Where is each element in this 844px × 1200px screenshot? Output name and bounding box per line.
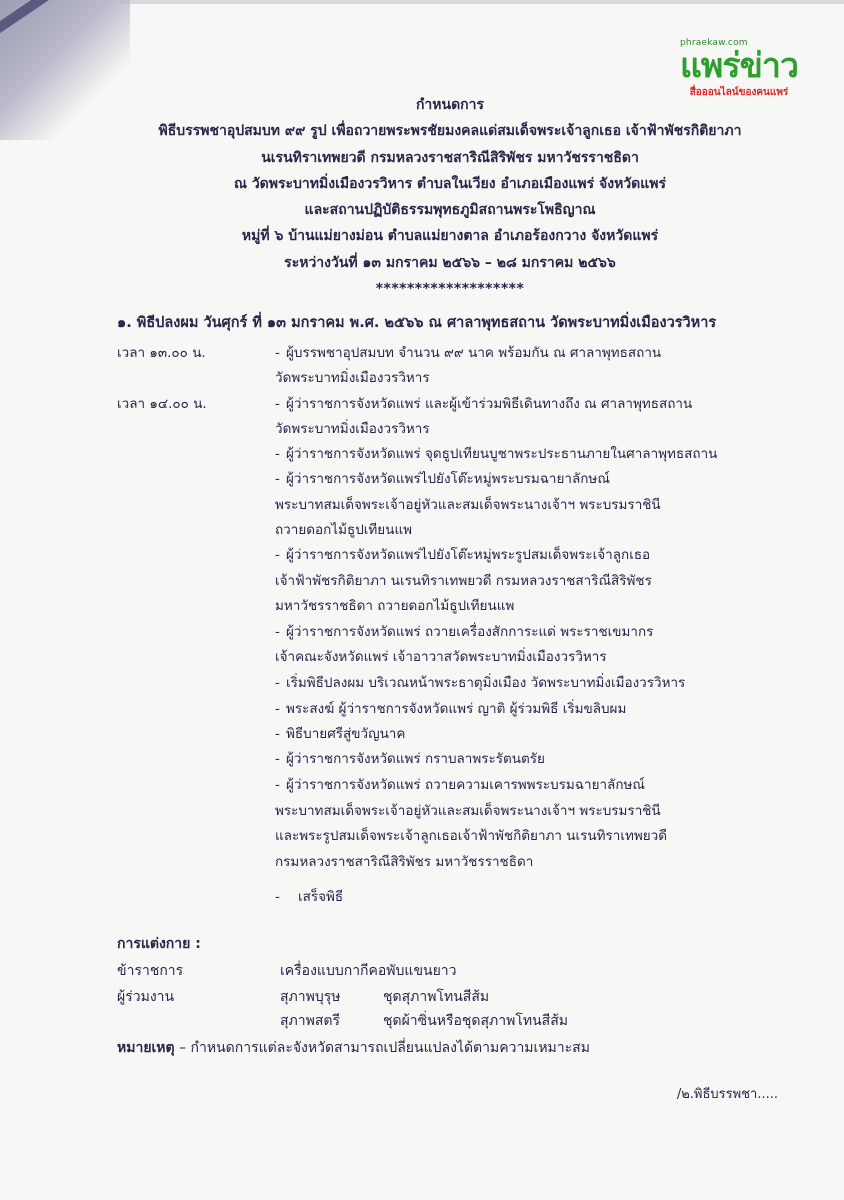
site-logo[interactable]	[674, 38, 804, 100]
schedule-item: - ผู้ว่าราชการจังหวัดแพร่ ถวายความเคารพพระบรมฉายาลักษณ์	[275, 777, 645, 793]
dress-participant-label: ผู้ร่วมงาน	[117, 989, 175, 1005]
page-top-edge	[120, 0, 844, 4]
schedule-item-cont: พระบาทสมเด็จพระเจ้าอยู่หัวและสมเด็จพระนางเจ้าฯ พระบรมราชินี	[275, 803, 661, 819]
document-header	[100, 92, 800, 302]
item-text: ผู้ว่าราชการจังหวัดแพร่ ถวายเครื่องสักการะแด่ พระราชเขมากร	[286, 624, 654, 640]
logo-url: phraekaw.com	[680, 38, 748, 48]
item-text: เสร็จพิธี	[298, 889, 344, 905]
dress-civil-value: เครื่องแบบกากีคอพับแขนยาว	[280, 963, 457, 979]
dress-men-value: ชุดสุภาพโทนสีส้ม	[383, 989, 490, 1005]
header-line: นเรนทิราเทพยวดี กรมหลวงราชสาริณีสิริพัชร มหาวัชรราชธิดา	[261, 149, 639, 166]
schedule-item-cont: พระบาทสมเด็จพระเจ้าอยู่หัวและสมเด็จพระนางเจ้าฯ พระบรมราชินี	[275, 497, 661, 513]
schedule-item-cont: กรมหลวงราชสาริณีสิริพัชร มหาวัชรราชธิดา	[275, 854, 534, 870]
item-text: ผู้ว่าราชการจังหวัดแพร่ ถวายความเคารพพระบรมฉายาลักษณ์	[286, 777, 645, 793]
header-title: กำหนดการ	[415, 97, 485, 113]
schedule-item: - ผู้บรรพชาอุปสมบท จำนวน ๙๙ นาค พร้อมกัน ณ ศาลาพุทธสถาน	[275, 345, 662, 361]
item-text: พระสงฆ์ ผู้ว่าราชการจังหวัดแพร่ ญาติ ผู้ร่วมพิธี เริ่มขลิบผม	[286, 701, 627, 717]
schedule-item: - พิธีบายศรีสู่ขวัญนาค	[275, 726, 406, 742]
schedule-item-cont: วัดพระบาทมิ่งเมืองวรวิหาร	[275, 421, 430, 437]
item-text: ผู้ว่าราชการจังหวัดแพร่ และผู้เข้าร่วมพิธีเดินทางถึง ณ ศาลาพุทธสถาน	[286, 396, 693, 412]
schedule-item: - ผู้ว่าราชการจังหวัดแพร่ไปยังโต๊ะหมู่พระบรมฉายาลักษณ์	[275, 471, 610, 487]
schedule-item-cont: วัดพระบาทมิ่งเมืองวรวิหาร	[275, 370, 430, 386]
dress-civil-label: ข้าราชการ	[117, 963, 184, 979]
item-text: ผู้ว่าราชการจังหวัดแพร่ไปยังโต๊ะหมู่พระรูปสมเด็จพระเจ้าลูกเธอ	[286, 547, 651, 563]
next-page-reference: /๒.พิธีบรรพชา.....	[676, 1087, 778, 1102]
item-text: ผู้ว่าราชการจังหวัดแพร่ กราบลาพระรัตนตรัย	[286, 751, 545, 767]
header-line: พิธีบรรพชาอุปสมบท ๙๙ รูป เพื่อถวายพระพรชัยมงคลแด่สมเด็จพระเจ้าลูกเธอ เจ้าฟ้าพัชรกิติยาภา	[158, 123, 742, 140]
schedule-item: - ผู้ว่าราชการจังหวัดแพร่ จุดธูปเทียนบูชาพระประธานภายในศาลาพุทธสถาน	[275, 446, 718, 462]
schedule-item: - เสร็จพิธี	[275, 889, 344, 905]
schedule-item: - ผู้ว่าราชการจังหวัดแพร่ ถวายเครื่องสักการะแด่ พระราชเขมากร	[275, 624, 654, 640]
schedule-item-cont: และพระรูปสมเด็จพระเจ้าลูกเธอเจ้าฟ้าพัชกิติยาภา นเรนทิราเทพยวดี	[275, 828, 668, 844]
schedule-item-cont: ถวายดอกไม้ธูปเทียนแพ	[275, 522, 413, 538]
header-separator: *******************	[375, 281, 525, 298]
item-text: ผู้บรรพชาอุปสมบท จำนวน ๙๙ นาค พร้อมกัน ณ ศาลาพุทธสถาน	[286, 345, 662, 361]
schedule-item: - เริ่มพิธีปลงผม บริเวณหน้าพระธาตุมิ่งเมือง วัดพระบาทมิ่งเมืองวรวิหาร	[275, 675, 686, 691]
remark-label: หมายเหตุ	[117, 1040, 175, 1056]
schedule-item: - ผู้ว่าราชการจังหวัดแพร่ และผู้เข้าร่วมพิธีเดินทางถึง ณ ศาลาพุทธสถาน	[275, 396, 693, 412]
dress-women-value: ชุดผ้าซิ่นหรือชุดสุภาพโทนสีส้ม	[383, 1013, 568, 1029]
item-text: ผู้ว่าราชการจังหวัดแพร่ไปยังโต๊ะหมู่พระบรมฉายาลักษณ์	[286, 471, 610, 487]
dress-code-title: การแต่งกาย :	[117, 936, 201, 952]
schedule-item-cont: เจ้าคณะจังหวัดแพร่ เจ้าอาวาสวัดพระบาทมิ่งเมืองวรวิหาร	[275, 649, 607, 665]
time-label: เวลา ๑๓.๐๐ น.	[117, 345, 206, 361]
item-text: เริ่มพิธีปลงผม บริเวณหน้าพระธาตุมิ่งเมือง วัดพระบาทมิ่งเมืองวรวิหาร	[286, 675, 686, 691]
section-title: ๑. พิธีปลงผม วันศุกร์ ที่ ๑๓ มกราคม พ.ศ. ๒๕๖๖ ณ ศาลาพุทธสถาน วัดพระบาทมิ่งเมืองวรวิหาร	[117, 315, 717, 331]
logo-tagline: สื่อออนไลน์ของคนแพร่	[689, 87, 789, 98]
dress-men-label: สุภาพบุรุษ	[280, 989, 341, 1005]
schedule-item-cont: มหาวัชรราชธิดา ถวายดอกไม้ธูปเทียนแพ	[275, 598, 515, 614]
remark-text: – กำหนดการแต่ละจังหวัดสามารถเปลี่ยนแปลงได้ตามความเหมาะสม	[174, 1040, 590, 1056]
schedule-item-cont: เจ้าฟ้าพัชรกิติยาภา นเรนทิราเทพยวดี กรมหลวงราชสาริณีสิริพัชร	[275, 573, 652, 589]
schedule-item: - ผู้ว่าราชการจังหวัดแพร่ กราบลาพระรัตนตรัย	[275, 751, 545, 767]
header-line: ณ วัดพระบาทมิ่งเมืองวรวิหาร ตำบลในเวียง อำเภอเมืองแพร่ จังหวัดแพร่	[233, 175, 667, 192]
schedule-item: - ผู้ว่าราชการจังหวัดแพร่ไปยังโต๊ะหมู่พระรูปสมเด็จพระเจ้าลูกเธอ	[275, 547, 651, 563]
time-label: เวลา ๑๔.๐๐ น.	[117, 396, 207, 412]
header-line: และสถานปฏิบัติธรรมพุทธภูมิสถานพระโพธิญาณ	[304, 202, 596, 219]
item-text: พิธีบายศรีสู่ขวัญนาค	[286, 726, 406, 742]
item-text: ผู้ว่าราชการจังหวัดแพร่ จุดธูปเทียนบูชาพระประธานภายในศาลาพุทธสถาน	[286, 446, 718, 462]
header-line: หมู่ที่ ๖ บ้านแม่ยางม่อน ตำบลแม่ยางตาล อำเภอร้องกวาง จังหวัดแพร่	[241, 228, 659, 245]
remark	[117, 1037, 590, 1059]
schedule-item: - พระสงฆ์ ผู้ว่าราชการจังหวัดแพร่ ญาติ ผู้ร่วมพิธี เริ่มขลิบผม	[275, 701, 627, 717]
logo-name: แพร่ข่าว	[679, 46, 798, 86]
dress-women-label: สุภาพสตรี	[280, 1013, 341, 1029]
header-date-range: ระหว่างวันที่ ๑๓ มกราคม ๒๕๖๖ – ๒๘ มกราคม ๒๕๖๖	[284, 254, 616, 271]
